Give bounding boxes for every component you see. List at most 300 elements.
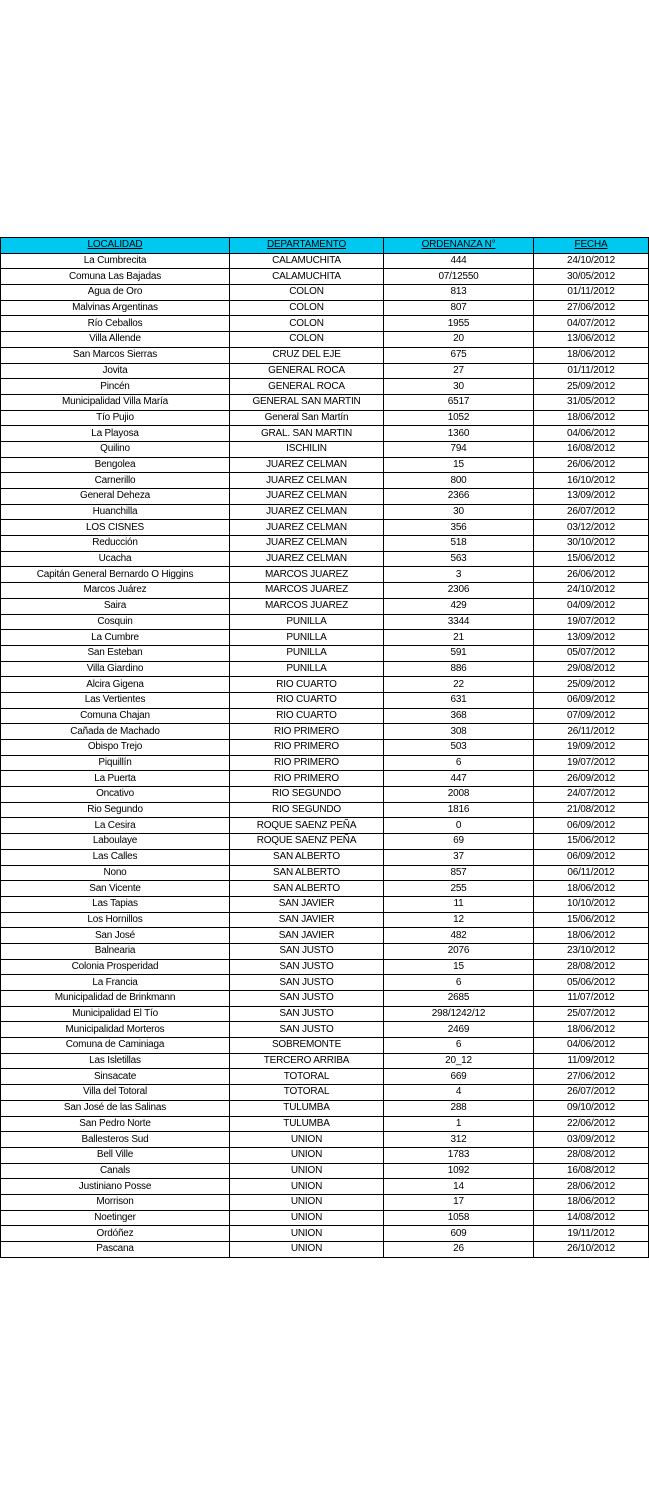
cell-localidad: La Cesira bbox=[1, 818, 230, 834]
cell-ordenanza: 669 bbox=[384, 1069, 534, 1085]
cell-fecha: 15/06/2012 bbox=[534, 834, 649, 850]
cell-fecha: 15/06/2012 bbox=[534, 912, 649, 928]
cell-ordenanza: 308 bbox=[384, 724, 534, 740]
cell-localidad: San Pedro Norte bbox=[1, 1116, 230, 1132]
table-row bbox=[1, 1147, 649, 1163]
table-row bbox=[1, 849, 649, 865]
table-row bbox=[1, 489, 649, 505]
cell-localidad: Alcira Gigena bbox=[1, 677, 230, 693]
cell-departamento: MARCOS JUAREZ bbox=[230, 598, 384, 614]
header-departamento: DEPARTAMENTO bbox=[230, 238, 384, 254]
cell-ordenanza: 2469 bbox=[384, 1022, 534, 1038]
cell-localidad: Las Tapias bbox=[1, 896, 230, 912]
ordinance-table bbox=[0, 237, 649, 1258]
cell-ordenanza: 6 bbox=[384, 755, 534, 771]
table-row bbox=[1, 1116, 649, 1132]
table-row bbox=[1, 677, 649, 693]
cell-localidad: Reducción bbox=[1, 536, 230, 552]
cell-departamento: JUAREZ CELMAN bbox=[230, 489, 384, 505]
cell-ordenanza: 2685 bbox=[384, 991, 534, 1007]
cell-departamento: ROQUE SAENZ PEÑA bbox=[230, 818, 384, 834]
cell-fecha: 18/06/2012 bbox=[534, 881, 649, 897]
cell-fecha: 19/07/2012 bbox=[534, 614, 649, 630]
table-row bbox=[1, 771, 649, 787]
cell-ordenanza: 17 bbox=[384, 1194, 534, 1210]
table-row bbox=[1, 504, 649, 520]
cell-ordenanza: 356 bbox=[384, 520, 534, 536]
cell-departamento: SAN JAVIER bbox=[230, 928, 384, 944]
cell-localidad: Canals bbox=[1, 1163, 230, 1179]
cell-fecha: 03/09/2012 bbox=[534, 1132, 649, 1148]
table-row bbox=[1, 928, 649, 944]
cell-fecha: 16/08/2012 bbox=[534, 441, 649, 457]
cell-ordenanza: 503 bbox=[384, 740, 534, 756]
cell-fecha: 25/09/2012 bbox=[534, 379, 649, 395]
cell-fecha: 18/06/2012 bbox=[534, 347, 649, 363]
table-row bbox=[1, 253, 649, 269]
cell-fecha: 19/07/2012 bbox=[534, 755, 649, 771]
cell-localidad: Laboulaye bbox=[1, 834, 230, 850]
cell-fecha: 25/07/2012 bbox=[534, 1006, 649, 1022]
cell-departamento: GENERAL ROCA bbox=[230, 379, 384, 395]
cell-fecha: 29/08/2012 bbox=[534, 661, 649, 677]
cell-fecha: 18/06/2012 bbox=[534, 410, 649, 426]
cell-departamento: RIO SEGUNDO bbox=[230, 787, 384, 803]
cell-ordenanza: 2008 bbox=[384, 787, 534, 803]
cell-ordenanza: 21 bbox=[384, 630, 534, 646]
table-row bbox=[1, 1053, 649, 1069]
cell-fecha: 01/11/2012 bbox=[534, 285, 649, 301]
cell-localidad: Tío Pujio bbox=[1, 410, 230, 426]
cell-localidad: Piquillín bbox=[1, 755, 230, 771]
cell-departamento: UNION bbox=[230, 1226, 384, 1242]
table-row bbox=[1, 426, 649, 442]
cell-departamento: COLON bbox=[230, 300, 384, 316]
cell-ordenanza: 11 bbox=[384, 896, 534, 912]
table-row bbox=[1, 567, 649, 583]
cell-localidad: Los Hornillos bbox=[1, 912, 230, 928]
cell-localidad: Obispo Trejo bbox=[1, 740, 230, 756]
cell-localidad: Ucacha bbox=[1, 551, 230, 567]
cell-localidad: Río Ceballos bbox=[1, 316, 230, 332]
cell-localidad: Las Isletillas bbox=[1, 1053, 230, 1069]
table-row bbox=[1, 724, 649, 740]
cell-localidad: Comuna de Caminiaga bbox=[1, 1038, 230, 1054]
cell-ordenanza: 807 bbox=[384, 300, 534, 316]
cell-departamento: SAN JUSTO bbox=[230, 975, 384, 991]
cell-fecha: 19/11/2012 bbox=[534, 1226, 649, 1242]
cell-localidad: La Francia bbox=[1, 975, 230, 991]
cell-departamento: CALAMUCHITA bbox=[230, 269, 384, 285]
cell-ordenanza: 563 bbox=[384, 551, 534, 567]
cell-localidad: Jovita bbox=[1, 363, 230, 379]
cell-localidad: Cosquin bbox=[1, 614, 230, 630]
cell-ordenanza: 444 bbox=[384, 253, 534, 269]
table-row bbox=[1, 692, 649, 708]
cell-fecha: 23/10/2012 bbox=[534, 943, 649, 959]
table-row bbox=[1, 1194, 649, 1210]
cell-departamento: SAN JUSTO bbox=[230, 1006, 384, 1022]
cell-departamento: PUNILLA bbox=[230, 661, 384, 677]
cell-fecha: 19/09/2012 bbox=[534, 740, 649, 756]
cell-departamento: TULUMBA bbox=[230, 1116, 384, 1132]
cell-ordenanza: 255 bbox=[384, 881, 534, 897]
cell-ordenanza: 30 bbox=[384, 379, 534, 395]
cell-ordenanza: 15 bbox=[384, 959, 534, 975]
cell-departamento: CALAMUCHITA bbox=[230, 253, 384, 269]
table-row bbox=[1, 645, 649, 661]
cell-departamento: TOTORAL bbox=[230, 1069, 384, 1085]
cell-fecha: 06/11/2012 bbox=[534, 865, 649, 881]
cell-ordenanza: 298/1242/12 bbox=[384, 1006, 534, 1022]
cell-departamento: RIO CUARTO bbox=[230, 692, 384, 708]
cell-departamento: CRUZ DEL EJE bbox=[230, 347, 384, 363]
cell-fecha: 04/06/2012 bbox=[534, 426, 649, 442]
table-body bbox=[1, 253, 649, 1257]
cell-ordenanza: 1052 bbox=[384, 410, 534, 426]
table-row bbox=[1, 661, 649, 677]
cell-localidad: San Vicente bbox=[1, 881, 230, 897]
cell-departamento: COLON bbox=[230, 316, 384, 332]
table-row bbox=[1, 269, 649, 285]
table-row bbox=[1, 1069, 649, 1085]
cell-ordenanza: 14 bbox=[384, 1179, 534, 1195]
cell-fecha: 16/08/2012 bbox=[534, 1163, 649, 1179]
cell-localidad: San Marcos Sierras bbox=[1, 347, 230, 363]
cell-localidad: Oncativo bbox=[1, 787, 230, 803]
cell-localidad: Ordóñez bbox=[1, 1226, 230, 1242]
table-row bbox=[1, 1210, 649, 1226]
cell-ordenanza: 6 bbox=[384, 975, 534, 991]
cell-ordenanza: 1360 bbox=[384, 426, 534, 442]
cell-localidad: Comuna Chajan bbox=[1, 708, 230, 724]
cell-departamento: UNION bbox=[230, 1194, 384, 1210]
cell-localidad: Sinsacate bbox=[1, 1069, 230, 1085]
cell-ordenanza: 518 bbox=[384, 536, 534, 552]
table-row bbox=[1, 802, 649, 818]
cell-localidad: Agua de Oro bbox=[1, 285, 230, 301]
cell-fecha: 24/07/2012 bbox=[534, 787, 649, 803]
table-row bbox=[1, 975, 649, 991]
cell-ordenanza: 26 bbox=[384, 1242, 534, 1258]
cell-departamento: RIO PRIMERO bbox=[230, 724, 384, 740]
cell-departamento: RIO CUARTO bbox=[230, 677, 384, 693]
cell-ordenanza: 07/12550 bbox=[384, 269, 534, 285]
cell-localidad: La Puerta bbox=[1, 771, 230, 787]
cell-fecha: 24/10/2012 bbox=[534, 583, 649, 599]
cell-ordenanza: 482 bbox=[384, 928, 534, 944]
table-row bbox=[1, 520, 649, 536]
cell-fecha: 28/06/2012 bbox=[534, 1179, 649, 1195]
cell-fecha: 30/10/2012 bbox=[534, 536, 649, 552]
cell-fecha: 04/07/2012 bbox=[534, 316, 649, 332]
table-row bbox=[1, 551, 649, 567]
cell-fecha: 18/06/2012 bbox=[534, 1022, 649, 1038]
cell-localidad: Marcos Juárez bbox=[1, 583, 230, 599]
cell-fecha: 01/11/2012 bbox=[534, 363, 649, 379]
table-row bbox=[1, 332, 649, 348]
cell-ordenanza: 631 bbox=[384, 692, 534, 708]
table-row bbox=[1, 347, 649, 363]
cell-ordenanza: 813 bbox=[384, 285, 534, 301]
cell-fecha: 18/06/2012 bbox=[534, 1194, 649, 1210]
cell-fecha: 13/06/2012 bbox=[534, 332, 649, 348]
cell-departamento: COLON bbox=[230, 332, 384, 348]
cell-departamento: SAN JUSTO bbox=[230, 991, 384, 1007]
cell-localidad: Villa del Totoral bbox=[1, 1085, 230, 1101]
cell-fecha: 15/06/2012 bbox=[534, 551, 649, 567]
cell-fecha: 21/08/2012 bbox=[534, 802, 649, 818]
cell-departamento: UNION bbox=[230, 1132, 384, 1148]
table-row bbox=[1, 583, 649, 599]
table-row bbox=[1, 300, 649, 316]
table-row bbox=[1, 1226, 649, 1242]
cell-ordenanza: 22 bbox=[384, 677, 534, 693]
cell-fecha: 16/10/2012 bbox=[534, 473, 649, 489]
cell-ordenanza: 20 bbox=[384, 332, 534, 348]
header-ordenanza: ORDENANZA N° bbox=[384, 238, 534, 254]
cell-ordenanza: 15 bbox=[384, 457, 534, 473]
cell-localidad: Quilino bbox=[1, 441, 230, 457]
cell-localidad: San José bbox=[1, 928, 230, 944]
cell-localidad: Municipalidad Villa María bbox=[1, 394, 230, 410]
table-header bbox=[1, 238, 649, 254]
cell-departamento: TERCERO ARRIBA bbox=[230, 1053, 384, 1069]
table-row bbox=[1, 363, 649, 379]
cell-localidad: Cañada de Machado bbox=[1, 724, 230, 740]
cell-departamento: GENERAL SAN MARTIN bbox=[230, 394, 384, 410]
cell-ordenanza: 857 bbox=[384, 865, 534, 881]
cell-ordenanza: 20_12 bbox=[384, 1053, 534, 1069]
cell-ordenanza: 886 bbox=[384, 661, 534, 677]
cell-departamento: GRAL. SAN MARTIN bbox=[230, 426, 384, 442]
table-row bbox=[1, 755, 649, 771]
cell-departamento: SAN ALBERTO bbox=[230, 881, 384, 897]
cell-ordenanza: 6 bbox=[384, 1038, 534, 1054]
cell-departamento: SAN JUSTO bbox=[230, 1022, 384, 1038]
cell-localidad: Saira bbox=[1, 598, 230, 614]
cell-ordenanza: 447 bbox=[384, 771, 534, 787]
cell-localidad: San Esteban bbox=[1, 645, 230, 661]
cell-departamento: RIO PRIMERO bbox=[230, 771, 384, 787]
cell-departamento: TULUMBA bbox=[230, 1100, 384, 1116]
cell-fecha: 03/12/2012 bbox=[534, 520, 649, 536]
cell-ordenanza: 312 bbox=[384, 1132, 534, 1148]
cell-localidad: Carnerillo bbox=[1, 473, 230, 489]
cell-ordenanza: 27 bbox=[384, 363, 534, 379]
cell-fecha: 26/06/2012 bbox=[534, 567, 649, 583]
cell-departamento: UNION bbox=[230, 1163, 384, 1179]
table-row bbox=[1, 1132, 649, 1148]
cell-fecha: 30/05/2012 bbox=[534, 269, 649, 285]
table-row bbox=[1, 959, 649, 975]
table-row bbox=[1, 881, 649, 897]
table-row bbox=[1, 943, 649, 959]
cell-fecha: 25/09/2012 bbox=[534, 677, 649, 693]
cell-localidad: La Cumbrecita bbox=[1, 253, 230, 269]
cell-fecha: 04/06/2012 bbox=[534, 1038, 649, 1054]
cell-departamento: JUAREZ CELMAN bbox=[230, 473, 384, 489]
cell-ordenanza: 1092 bbox=[384, 1163, 534, 1179]
cell-departamento: SAN ALBERTO bbox=[230, 849, 384, 865]
cell-departamento: General San Martín bbox=[230, 410, 384, 426]
table-row bbox=[1, 991, 649, 1007]
header-fecha: FECHA bbox=[534, 238, 649, 254]
table-row bbox=[1, 441, 649, 457]
cell-fecha: 06/09/2012 bbox=[534, 849, 649, 865]
cell-departamento: UNION bbox=[230, 1242, 384, 1258]
cell-departamento: ROQUE SAENZ PEÑA bbox=[230, 834, 384, 850]
cell-ordenanza: 1816 bbox=[384, 802, 534, 818]
table-row bbox=[1, 473, 649, 489]
cell-departamento: PUNILLA bbox=[230, 614, 384, 630]
cell-fecha: 14/08/2012 bbox=[534, 1210, 649, 1226]
cell-ordenanza: 69 bbox=[384, 834, 534, 850]
cell-fecha: 28/08/2012 bbox=[534, 1147, 649, 1163]
cell-fecha: 06/09/2012 bbox=[534, 692, 649, 708]
cell-fecha: 26/09/2012 bbox=[534, 771, 649, 787]
cell-localidad: Justiniano Posse bbox=[1, 1179, 230, 1195]
cell-ordenanza: 800 bbox=[384, 473, 534, 489]
table-row bbox=[1, 1006, 649, 1022]
cell-departamento: PUNILLA bbox=[230, 645, 384, 661]
cell-departamento: RIO PRIMERO bbox=[230, 740, 384, 756]
cell-localidad: Municipalidad de Brinkmann bbox=[1, 991, 230, 1007]
cell-departamento: UNION bbox=[230, 1210, 384, 1226]
cell-ordenanza: 2076 bbox=[384, 943, 534, 959]
cell-localidad: Villa Allende bbox=[1, 332, 230, 348]
cell-localidad: Colonia Prosperidad bbox=[1, 959, 230, 975]
cell-ordenanza: 1058 bbox=[384, 1210, 534, 1226]
cell-fecha: 06/09/2012 bbox=[534, 818, 649, 834]
table-row bbox=[1, 457, 649, 473]
table-row bbox=[1, 285, 649, 301]
cell-departamento: SAN JUSTO bbox=[230, 959, 384, 975]
cell-fecha: 26/10/2012 bbox=[534, 1242, 649, 1258]
cell-localidad: Rio Segundo bbox=[1, 802, 230, 818]
cell-fecha: 11/07/2012 bbox=[534, 991, 649, 1007]
cell-localidad: Villa Giardino bbox=[1, 661, 230, 677]
table-row bbox=[1, 1022, 649, 1038]
cell-departamento: SAN JAVIER bbox=[230, 912, 384, 928]
table-row bbox=[1, 1038, 649, 1054]
cell-departamento: SOBREMONTE bbox=[230, 1038, 384, 1054]
cell-departamento: TOTORAL bbox=[230, 1085, 384, 1101]
table-row bbox=[1, 865, 649, 881]
table-row bbox=[1, 598, 649, 614]
cell-fecha: 04/09/2012 bbox=[534, 598, 649, 614]
cell-ordenanza: 368 bbox=[384, 708, 534, 724]
table-row bbox=[1, 1100, 649, 1116]
cell-fecha: 26/07/2012 bbox=[534, 1085, 649, 1101]
cell-localidad: Huanchilla bbox=[1, 504, 230, 520]
cell-fecha: 07/09/2012 bbox=[534, 708, 649, 724]
cell-departamento: JUAREZ CELMAN bbox=[230, 536, 384, 552]
cell-ordenanza: 6517 bbox=[384, 394, 534, 410]
cell-ordenanza: 3 bbox=[384, 567, 534, 583]
table-row bbox=[1, 1242, 649, 1258]
header-localidad: LOCALIDAD bbox=[1, 238, 230, 254]
header-row bbox=[1, 238, 649, 254]
cell-departamento: SAN JAVIER bbox=[230, 896, 384, 912]
cell-localidad: Pascana bbox=[1, 1242, 230, 1258]
cell-departamento: MARCOS JUAREZ bbox=[230, 583, 384, 599]
table-row bbox=[1, 410, 649, 426]
cell-fecha: 27/06/2012 bbox=[534, 1069, 649, 1085]
cell-localidad: Ballesteros Sud bbox=[1, 1132, 230, 1148]
cell-fecha: 11/09/2012 bbox=[534, 1053, 649, 1069]
cell-departamento: UNION bbox=[230, 1179, 384, 1195]
cell-localidad: Comuna Las Bajadas bbox=[1, 269, 230, 285]
cell-localidad: Municipalidad El Tío bbox=[1, 1006, 230, 1022]
cell-ordenanza: 30 bbox=[384, 504, 534, 520]
table-row bbox=[1, 708, 649, 724]
cell-fecha: 13/09/2012 bbox=[534, 630, 649, 646]
cell-departamento: COLON bbox=[230, 285, 384, 301]
table-row bbox=[1, 896, 649, 912]
cell-departamento: RIO PRIMERO bbox=[230, 755, 384, 771]
cell-departamento: MARCOS JUAREZ bbox=[230, 567, 384, 583]
table-row bbox=[1, 912, 649, 928]
cell-fecha: 10/10/2012 bbox=[534, 896, 649, 912]
cell-ordenanza: 591 bbox=[384, 645, 534, 661]
table-row bbox=[1, 740, 649, 756]
table-row bbox=[1, 818, 649, 834]
cell-localidad: Nono bbox=[1, 865, 230, 881]
cell-ordenanza: 2366 bbox=[384, 489, 534, 505]
cell-departamento: GENERAL ROCA bbox=[230, 363, 384, 379]
cell-fecha: 22/06/2012 bbox=[534, 1116, 649, 1132]
cell-localidad: Malvinas Argentinas bbox=[1, 300, 230, 316]
cell-ordenanza: 429 bbox=[384, 598, 534, 614]
cell-fecha: 24/10/2012 bbox=[534, 253, 649, 269]
cell-fecha: 26/07/2012 bbox=[534, 504, 649, 520]
cell-localidad: Municipalidad Morteros bbox=[1, 1022, 230, 1038]
cell-localidad: Las Calles bbox=[1, 849, 230, 865]
cell-fecha: 05/07/2012 bbox=[534, 645, 649, 661]
cell-fecha: 26/06/2012 bbox=[534, 457, 649, 473]
cell-fecha: 27/06/2012 bbox=[534, 300, 649, 316]
cell-departamento: JUAREZ CELMAN bbox=[230, 520, 384, 536]
cell-fecha: 18/06/2012 bbox=[534, 928, 649, 944]
cell-localidad: San José de las Salinas bbox=[1, 1100, 230, 1116]
table-row bbox=[1, 630, 649, 646]
table-row bbox=[1, 379, 649, 395]
table-row bbox=[1, 1163, 649, 1179]
cell-departamento: SAN ALBERTO bbox=[230, 865, 384, 881]
table-row bbox=[1, 1085, 649, 1101]
table-row bbox=[1, 1179, 649, 1195]
table-row bbox=[1, 787, 649, 803]
cell-fecha: 05/06/2012 bbox=[534, 975, 649, 991]
cell-localidad: Las Vertientes bbox=[1, 692, 230, 708]
table-row bbox=[1, 394, 649, 410]
cell-ordenanza: 12 bbox=[384, 912, 534, 928]
cell-fecha: 26/11/2012 bbox=[534, 724, 649, 740]
cell-fecha: 31/05/2012 bbox=[534, 394, 649, 410]
cell-ordenanza: 1 bbox=[384, 1116, 534, 1132]
cell-departamento: RIO SEGUNDO bbox=[230, 802, 384, 818]
cell-fecha: 09/10/2012 bbox=[534, 1100, 649, 1116]
cell-departamento: JUAREZ CELMAN bbox=[230, 504, 384, 520]
table-row bbox=[1, 614, 649, 630]
cell-ordenanza: 2306 bbox=[384, 583, 534, 599]
cell-localidad: General Deheza bbox=[1, 489, 230, 505]
table-row bbox=[1, 536, 649, 552]
cell-departamento: JUAREZ CELMAN bbox=[230, 457, 384, 473]
cell-departamento: SAN JUSTO bbox=[230, 943, 384, 959]
cell-ordenanza: 288 bbox=[384, 1100, 534, 1116]
